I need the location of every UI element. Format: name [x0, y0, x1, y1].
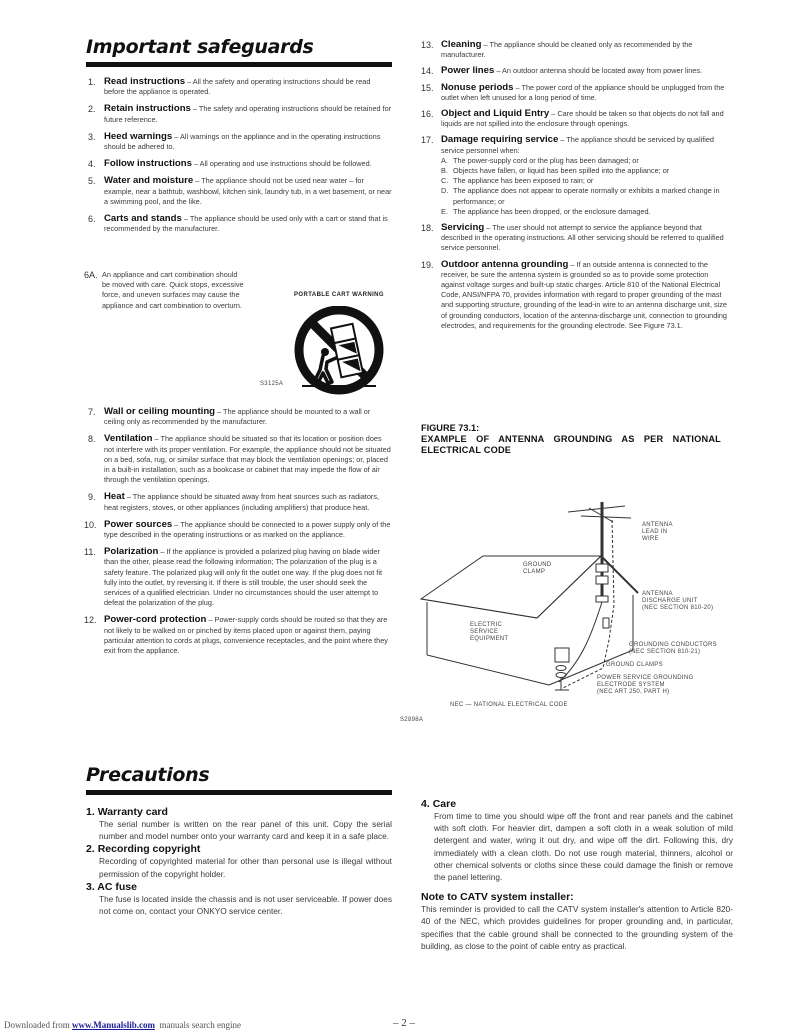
figure-title: FIGURE 73.1: EXAMPLE OF ANTENNA GROUNDING AS PER NATIONAL ELECTRICAL CODE: [421, 423, 721, 455]
label-electric-service: ELECTRIC SERVICE EQUIPMENT: [470, 622, 509, 642]
cart-warning-code: S3125A: [260, 381, 284, 387]
label-ground-clamp: GROUND CLAMP: [523, 562, 552, 575]
safeguard-item: 8. Ventilation – The appliance should be situated so that its location or position does not interfere with its proper ventilation. For example, the appliance should not be situated on a bed, sofa, rug, or similar surface that may block the ventilation openings; or, placed in a built-in installation, such as a bookcase or cabinet that may impede the flow of air through the ventilation openings.: [88, 433, 391, 485]
safeguard-item: 3. Heed warnings – All warnings on the appliance and in the operating instructions should be adhered to.: [88, 130, 381, 152]
safeguard-item: 18. Servicing – The user should not attempt to service the appliance beyond that described in the operating instructions. All other servicing should be referred to qualified service personnel.: [421, 222, 724, 253]
catv-title: Note to CATV system installer:: [421, 891, 574, 904]
safeguards-section: [86, 36, 392, 67]
precaution-item: 1. Warranty card The serial number is written on the rear panel of this unit. Copy the serial number and model number onto your warranty card and keep it in a safe place.: [86, 806, 392, 842]
sub-item: B. Objects have fallen, or liquid has been spilled into the appliance; or: [441, 166, 670, 176]
precautions-section: [86, 764, 392, 795]
label-power-service: POWER SERVICE GROUNDING ELECTRODE SYSTEM (NEC ART 250, PART H): [597, 675, 694, 695]
safeguard-item: 16. Object and Liquid Entry – Care should be taken so that objects do not fall and liquids are not spilled into the enclosure through openings.: [421, 108, 724, 129]
label-nec-note: NEC — NATIONAL ELECTRICAL CODE: [450, 702, 568, 708]
cart-warning-icon: [290, 306, 388, 401]
manualslib-link[interactable]: www.Manualslib.com: [71, 1020, 155, 1030]
label-grounding-conductors: GROUNDING CONDUCTORS (NEC SECTION 810-21): [629, 642, 717, 655]
safeguard-item: 6. Carts and stands – The appliance should be used only with a cart or stand that is recommended by the manufacturer.: [88, 213, 388, 234]
download-footer: Downloaded from www.Manualslib.com manuals search engine: [4, 1020, 241, 1030]
title-rule: [86, 790, 392, 795]
safeguard-item: 11. Polarization – If the appliance is provided a polarized plug having on blade wider than the other, please read the following information; The polarization of the plug is a safety feature. The polarized plug will only fit the outlet one way. If the plug does not fit fully into the outlet, try reversing it. If there is still trouble, the user should seek the services of a qualified electrician. Under no circumstances should the user attempt to defeat the polarization of the plug.: [84, 546, 382, 608]
precaution-item: 3. AC fuse The fuse is located inside the chassis and is not user serviceable. If power does not come on, contact your ONKYO service center.: [86, 880, 392, 917]
cart-warning: [284, 292, 394, 298]
antenna-grounding-diagram: [400, 490, 743, 723]
cart-warning-label: PORTABLE CART WARNING: [294, 292, 384, 298]
label-ground-clamps: GROUND CLAMPS: [606, 662, 663, 668]
safeguard-item: 1. Read instructions – All the safety and operating instructions should be read before the appliance is operated.: [88, 76, 371, 97]
catv-text: This reminder is provided to call the CATV system installer's attention to Article 820-40 of the NEC, which provides guidelines for proper grounding and, in particular, specifies that the cable ground shall be connected to the grounding system of the building, as close to the point of cable entry as practical.: [421, 904, 733, 951]
safeguard-item: 2. Retain instructions – The safety and operating instructions should be retained for future reference.: [88, 103, 392, 124]
title-rule: [86, 62, 392, 67]
safeguard-item: 9. Heat – The appliance should be situated away from heat sources such as radiators, heat registers, stoves, or other appliances (including amplifiers) that produce heat.: [88, 491, 380, 512]
safeguard-item: 4. Follow instructions – All operating and use instructions should be followed.: [88, 158, 372, 170]
safeguards-list-c: [423, 40, 733, 331]
label-antenna-lead: ANTENNA LEAD IN WIRE: [642, 522, 673, 542]
sub-item: E. The appliance has been dropped, or the enclosure damaged.: [441, 206, 651, 216]
precaution-item: 4. Care From time to time you should wipe off the front and rear panels and the cabinet with soft cloth. For heavier dirt, dampen a soft cloth in a weak solution of mild detergent and water, wring it out dry, and wipe off the dirt. Following this, dry immediately with a clean cloth. Do not use rough material, thinners, alcohol or other chemical solvents or cloths since these could damage the finish or remove the panel lettering.: [421, 798, 733, 883]
safeguards-list-a: [86, 77, 392, 241]
safeguard-item-6a: 6A. An appliance and cart combination should be moved with care. Quick stops, excessive force, and uneven surfaces may cause the appliance and cart combination to overturn.: [84, 270, 244, 310]
safeguard-item: 15. Nonuse periods – The power cord of the appliance should be unplugged from the outlet when left unused for a long period of time.: [421, 81, 725, 102]
page-number: – 2 –: [393, 1017, 415, 1029]
precaution-item: 2. Recording copyright Recording of copyrighted material for other than personal use is illegal without permission of the copyright holder.: [86, 843, 392, 879]
safeguard-item: 5. Water and moisture – The appliance should not be used near water – for example, near a bathtub, washbowl, kitchen sink, laundry tub, in a wet basement, or near a swimming pool, and the like.: [88, 175, 392, 206]
sub-item: A. The power-supply cord or the plug has been damaged; or: [441, 155, 639, 165]
figure-code: S2898A: [400, 717, 424, 723]
safeguard-item: 13. Cleaning – The appliance should be cleaned only as recommended by the manufacturer.: [421, 39, 693, 60]
safeguard-item: 19. Outdoor antenna grounding – If an outside antenna is connected to the receiver, be sure the antenna system is grounded so as to provide some protection against voltage surges and built-up static charges. Article 810 of the National Electrical Code, ANSI/NFPA 70, provides information with regard to proper grounding of the mast and supporting structure, grounding of the lead-in wire to an antenna discharge unit, size of grounding conductors, location of the antenna-discharge unit, connection to grounding electrodes, and requirements for the grounding electrode. See Figure 73.1.: [421, 258, 727, 330]
precautions-right: [421, 798, 733, 952]
safeguard-item: 17. Damage requiring service – The appliance should be serviced by qualified service personnel when:: [421, 134, 714, 155]
safeguard-item: 14. Power lines – An outdoor antenna should be located away from power lines.: [421, 65, 703, 77]
catv-note: [421, 891, 733, 952]
safeguard-item: 7. Wall or ceiling mounting – The appliance should be mounted to a wall or ceiling only as recommended by the manufacturer.: [88, 406, 371, 427]
label-discharge-unit: ANTENNA DISCHARGE UNIT (NEC SECTION 810-20): [642, 591, 714, 611]
safeguard-item: 12. Power-cord protection – Power-supply cords should be routed so that they are not likely to be walked on or pinched by items placed upon or against them, paying particular attention to cords at plugs, convenience receptacles, and the point where they exit from the appliance.: [84, 614, 388, 656]
sub-item: D. The appliance does not appear to operate normally or exhibits a marked change in performance; or: [441, 186, 720, 206]
safeguard-item: 10. Power sources – The appliance should be connected to a power supply only of the type described in the operating instructions or as marked on the appliance.: [84, 518, 391, 540]
safeguards-list-b: [86, 407, 392, 663]
sub-item: C. The appliance has been exposed to rain; or: [441, 176, 594, 186]
precautions-title: Precautions: [86, 764, 210, 786]
safeguards-title: Important safeguards: [86, 36, 314, 58]
precautions-list: [86, 806, 392, 917]
item-17-sublist: [423, 156, 733, 217]
